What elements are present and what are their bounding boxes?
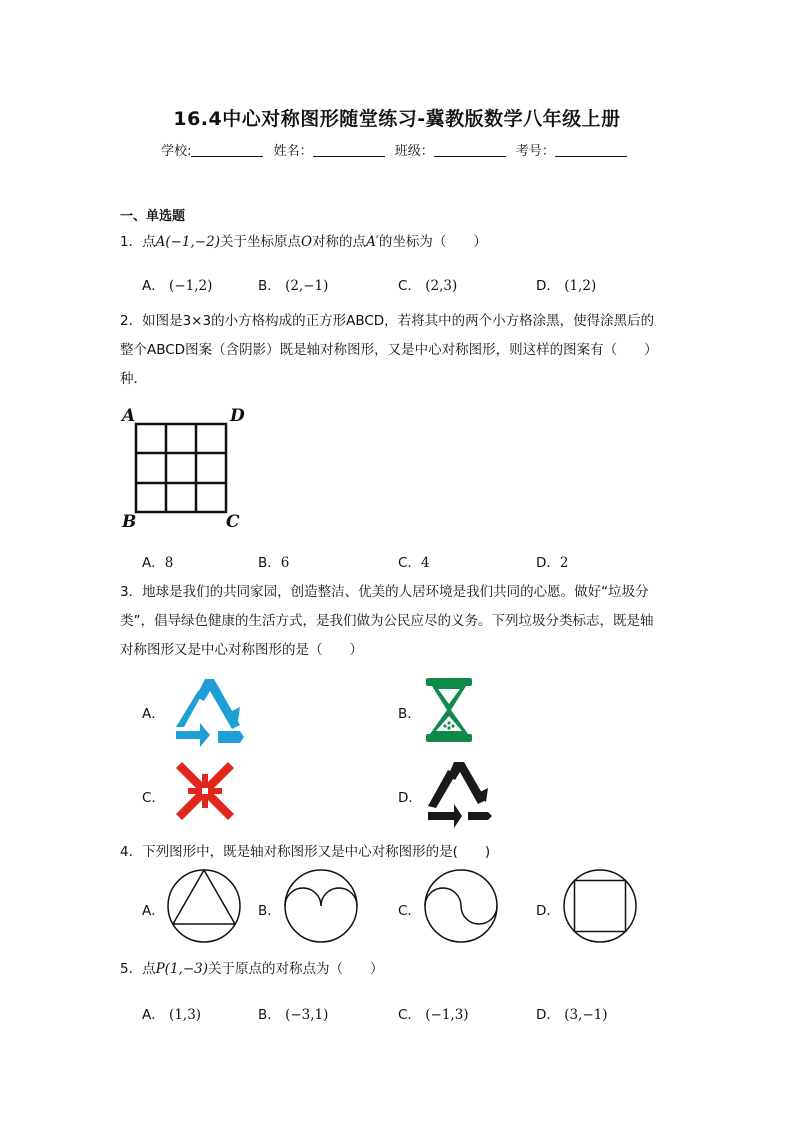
- option-label: C．: [398, 278, 421, 294]
- q1-text: 关于坐标原点: [219, 234, 301, 250]
- page-title: 16.4中心对称图形随堂练习-冀教版数学八年级上册: [173, 108, 621, 130]
- corner-label-a: A: [122, 406, 136, 426]
- student-info-line: [0, 140, 794, 159]
- circle-heart-icon: [283, 868, 359, 944]
- option-label: A．: [142, 1007, 165, 1023]
- question-4: 4．下列图形中，既是轴对称图形又是中心对称图形的是( ): [120, 844, 491, 860]
- q5-option-a[interactable]: [142, 1003, 201, 1023]
- question-2: [120, 307, 690, 394]
- q5-text: 关于原点的对称点为（ ）: [208, 961, 384, 977]
- q3-line: 类”，倡导绿色健康的生活方式，是我们做为公民应尽的义务。下列垃圾分类标志，既是轴: [120, 613, 654, 629]
- school-label: 学校:: [161, 144, 192, 159]
- circle-square-icon: [562, 868, 638, 944]
- option-value: (−1,2): [169, 278, 213, 294]
- option-value: 2: [559, 555, 569, 571]
- q4-option-d[interactable]: [536, 899, 560, 919]
- q3-option-d[interactable]: [398, 786, 422, 806]
- option-label: A．: [142, 555, 165, 571]
- q1-text: 对称的点: [312, 234, 367, 250]
- q5-option-b[interactable]: [258, 1003, 328, 1023]
- option-value: (2,3): [425, 278, 458, 294]
- option-value: 4: [420, 555, 430, 571]
- q2-option-d[interactable]: [536, 551, 569, 571]
- option-label: C．: [398, 1007, 421, 1023]
- option-value: (−1,3): [425, 1007, 469, 1023]
- option-label: C．: [398, 555, 421, 571]
- q3-option-a[interactable]: [142, 702, 165, 722]
- q5-text: 点: [142, 961, 156, 977]
- q5-point: P(1,−3): [155, 961, 208, 977]
- circle-s-curve-icon: [423, 868, 499, 944]
- option-value: (1,3): [169, 1007, 202, 1023]
- q4-option-a[interactable]: [142, 899, 165, 919]
- recycle-black-icon: [424, 756, 496, 828]
- q2-line: 2．如图是3×3的小方格构成的正方形ABCD，若将其中的两个小方格涂黑，使得涂黑后的: [120, 313, 655, 329]
- corner-label-d: D: [230, 406, 245, 426]
- option-label: D．: [398, 790, 422, 806]
- q3-line: 3．地球是我们的共同家园，创造整洁、优美的人居环境是我们共同的心愿。做好“垃圾分: [120, 584, 649, 600]
- option-label: D．: [536, 903, 560, 919]
- class-blank: [434, 144, 506, 157]
- option-value: 6: [280, 555, 290, 571]
- q3-option-c[interactable]: [142, 786, 165, 806]
- option-value: (1,2): [564, 278, 597, 294]
- circle-triangle-icon: [166, 868, 242, 944]
- q1-option-d[interactable]: [536, 274, 596, 294]
- option-value: (3,−1): [564, 1007, 608, 1023]
- q1-option-a[interactable]: [142, 274, 212, 294]
- q1-prime-point: A′: [366, 234, 379, 250]
- question-number: 5．: [120, 961, 143, 977]
- option-value: (2,−1): [285, 278, 329, 294]
- question-3: [120, 578, 690, 665]
- q2-line: 整个ABCD图案（含阴影）既是轴对称图形，又是中心对称图形，则这样的图案有（ ）: [120, 342, 658, 358]
- q4-option-c[interactable]: [398, 899, 421, 919]
- option-label: B．: [258, 555, 281, 571]
- name-label: 姓名：: [273, 144, 313, 159]
- option-label: B．: [258, 1007, 281, 1023]
- option-value: (−3,1): [285, 1007, 329, 1023]
- q4-option-b[interactable]: [258, 899, 281, 919]
- q3-line: 对称图形又是中心对称图形的是（ ）: [120, 642, 363, 658]
- q1-option-c[interactable]: [398, 274, 457, 294]
- q1-option-b[interactable]: [258, 274, 328, 294]
- name-blank: [313, 144, 385, 157]
- question-number: 1．: [120, 234, 143, 250]
- number-label: 考号：: [515, 144, 555, 159]
- option-label: B．: [258, 278, 281, 294]
- option-label: C．: [142, 790, 165, 806]
- class-label: 班级：: [394, 144, 434, 159]
- q5-option-d[interactable]: [536, 1003, 608, 1023]
- q1-text: 的坐标为（ ）: [378, 234, 487, 250]
- q5-option-c[interactable]: [398, 1003, 469, 1023]
- q2-option-a[interactable]: [142, 551, 173, 571]
- school-blank: [191, 144, 263, 157]
- hourglass-green-icon: [424, 676, 474, 744]
- option-label: B．: [258, 903, 281, 919]
- option-label: D．: [536, 555, 560, 571]
- option-label: D．: [536, 278, 560, 294]
- q1-point: A(−1,−2): [155, 234, 220, 250]
- question-1: [120, 228, 680, 257]
- square-grid-figure: [118, 402, 248, 532]
- q1-origin: O: [300, 234, 313, 250]
- corner-label-c: C: [226, 512, 240, 532]
- option-label: A．: [142, 706, 165, 722]
- q2-line: 种．: [120, 371, 147, 387]
- q2-option-b[interactable]: [258, 551, 289, 571]
- option-label: C．: [398, 903, 421, 919]
- q1-text: 点: [142, 234, 156, 250]
- corner-label-b: B: [122, 512, 137, 532]
- recycle-blue-icon: [170, 673, 246, 747]
- arrows-red-icon: [172, 758, 238, 824]
- option-value: 8: [164, 555, 174, 571]
- q2-option-c[interactable]: [398, 551, 430, 571]
- section-heading: 一、单选题: [120, 209, 186, 224]
- option-label: D．: [536, 1007, 560, 1023]
- number-blank: [555, 144, 627, 157]
- q3-option-b[interactable]: [398, 702, 421, 722]
- question-5: [120, 955, 680, 984]
- option-label: B．: [398, 706, 421, 722]
- option-label: A．: [142, 903, 165, 919]
- option-label: A．: [142, 278, 165, 294]
